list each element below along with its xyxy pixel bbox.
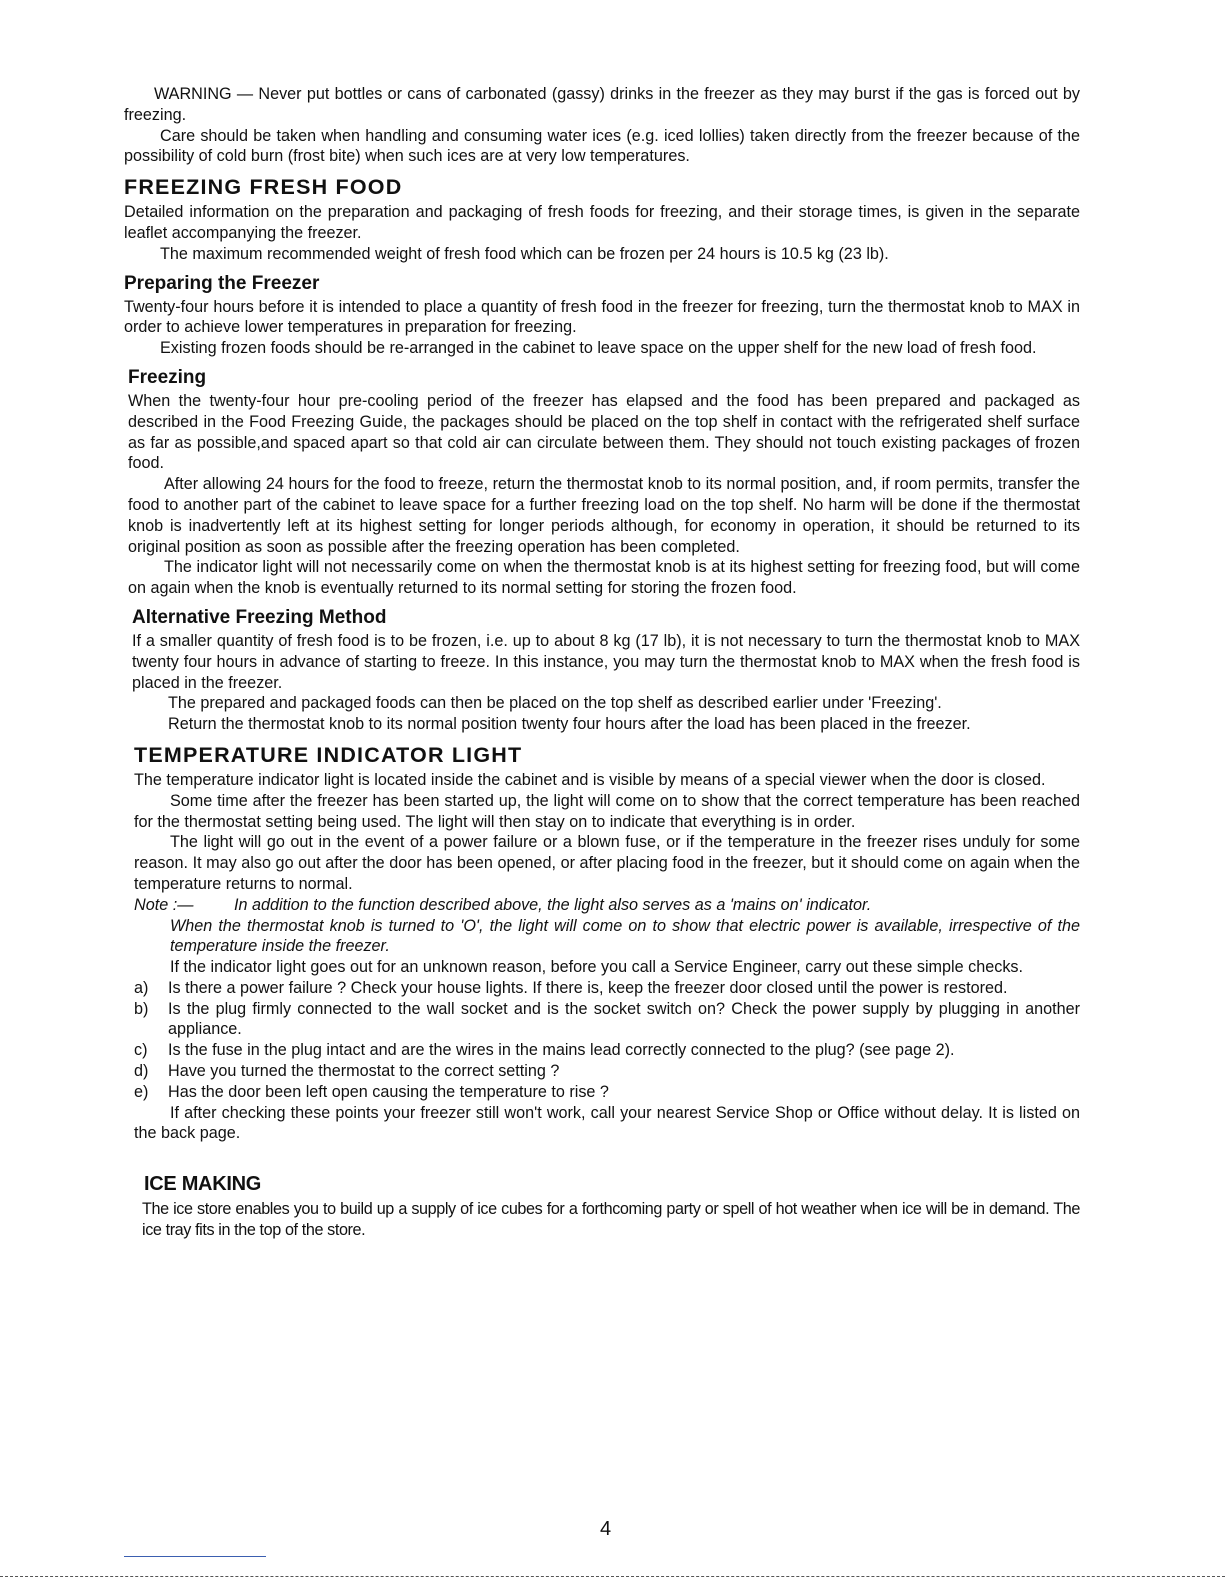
list-item — [134, 978, 1080, 999]
list-item — [134, 1082, 1080, 1103]
freezing-paragraph-3: The indicator light will not necessarily come on when the thermostat knob is at its highest setting for freezing food, but will come on again when the knob is eventually returned to its normal setting for storing the frozen food. — [128, 558, 1080, 598]
intro-section — [124, 84, 1080, 167]
freezing-section — [128, 367, 1080, 599]
check-label-b: b) — [134, 999, 149, 1018]
freezing-paragraph-1: When the twenty-four hour pre-cooling period of the freezer has elapsed and the food has been prepared and packaged as described in the Food Freezing Guide, the packages should be placed on the top shelf in contact with the refrigerated shelf surface as far as possible,and spaced apart so that cold air can circulate between them. They should not touch existing packages of frozen food. — [128, 391, 1080, 473]
preparing-heading: Preparing the Freezer — [124, 272, 320, 294]
indicator-paragraph-4: If the indicator light goes out for an unknown reason, before you call a Service Engineer, carry out these simple checks. — [170, 958, 1024, 977]
check-text-d: Have you turned the thermostat to the correct setting ? — [168, 1062, 560, 1081]
manual-page — [124, 84, 1080, 1241]
indicator-paragraph-2: Some time after the freezer has been started up, the light will come on to show that the correct temperature has been reached for the thermostat setting being used. The light will then stay on to indicate that everything is in order. — [134, 791, 1080, 831]
indicator-section — [134, 743, 1080, 1144]
indicator-heading: TEMPERATURE INDICATOR LIGHT — [134, 742, 523, 767]
freezing-fresh-food-heading: FREEZING FRESH FOOD — [124, 175, 403, 200]
check-text-b: Is the plug firmly connected to the wall socket and is the socket switch on? Check the power supply by plugging in another appliance. — [168, 999, 1080, 1039]
page-number: 4 — [600, 1518, 612, 1540]
list-item — [134, 1061, 1080, 1082]
indicator-paragraph-3: The light will go out in the event of a power failure or a blown fuse, or if the temperature in the freezer rises unduly for some reason. It may also go out after the door has been opened, or after placing food in the freezer, but it should come on again when the temperature returns to normal. — [134, 833, 1080, 893]
note-label: Note :— — [134, 895, 194, 914]
indicator-paragraph-1: The temperature indicator light is located inside the cabinet and is visible by means of a special viewer when the door is closed. — [134, 770, 1046, 789]
link-underline — [124, 1556, 266, 1557]
note-text-1: In addition to the function described above, the light also serves as a 'mains on' indicator. — [234, 895, 872, 914]
warning-paragraph: WARNING — Never put bottles or cans of carbonated (gassy) drinks in the freezer as they may burst if the gas is forced out by freezing. — [124, 85, 1080, 124]
list-item — [134, 1040, 1080, 1061]
alternative-section — [132, 607, 1080, 735]
freezing-fresh-food-paragraph-2: The maximum recommended weight of fresh food which can be frozen per 24 hours is 10.5 kg (23 lb). — [160, 244, 889, 263]
alternative-paragraph-3: Return the thermostat knob to its normal position twenty four hours after the load has been placed in the freezer. — [168, 715, 971, 734]
check-text-e: Has the door been left open causing the temperature to rise ? — [168, 1082, 609, 1101]
freezing-heading: Freezing — [128, 366, 207, 388]
check-text-a: Is there a power failure ? Check your house lights. If there is, keep the freezer door closed until the power is restored. — [168, 978, 1008, 997]
preparing-paragraph-1: Twenty-four hours before it is intended to place a quantity of fresh food in the freezer for freezing, turn the thermostat knob to MAX in order to achieve lower temperatures in preparation for freezing. — [124, 297, 1080, 337]
checks-list — [134, 978, 1080, 1103]
check-label-c: c) — [134, 1041, 148, 1060]
check-text-c: Is the fuse in the plug intact and are the wires in the mains lead correctly connected to the plug? (see page 2). — [168, 1041, 955, 1060]
indicator-paragraph-5: If after checking these points your freezer still won't work, call your nearest Service Shop or Office without delay. It is listed on the back page. — [134, 1103, 1080, 1143]
alternative-paragraph-2: The prepared and packaged foods can then be placed on the top shelf as described earlier under 'Freezing'. — [168, 694, 942, 713]
page-bottom-rule — [0, 1576, 1225, 1577]
freezing-paragraph-2: After allowing 24 hours for the food to freeze, return the thermostat knob to its normal position, and, if room permits, transfer the food to another part of the cabinet to leave space for a further freezing load on the top shelf. No harm will be done if the thermostat knob is inadvertently left at its highest setting for longer periods although, for economy in operation, it should be returned to its original position as soon as possible after the freezing operation has been completed. — [128, 475, 1080, 556]
freezing-fresh-food-section — [124, 175, 1080, 264]
ice-making-section — [124, 1172, 1080, 1241]
alternative-heading: Alternative Freezing Method — [132, 606, 387, 628]
ice-making-heading: ICE MAKING — [144, 1173, 262, 1196]
note-text-2: When the thermostat knob is turned to 'O', the light will come on to show that electric power is available, irrespective of the temperature inside the freezer. — [170, 916, 1080, 956]
ice-making-paragraph: The ice store enables you to build up a supply of ice cubes for a forthcoming party or spell of hot weather when ice will be in demand. The ice tray fits in the top of the store. — [142, 1200, 1080, 1240]
preparing-paragraph-2: Existing frozen foods should be re-arranged in the cabinet to leave space on the upper shelf for the new load of fresh food. — [160, 339, 1037, 358]
check-label-e: e) — [134, 1082, 149, 1101]
check-label-d: d) — [134, 1062, 149, 1081]
freezing-fresh-food-paragraph-1: Detailed information on the preparation and packaging of fresh foods for freezing, and their storage times, is given in the separate leaflet accompanying the freezer. — [124, 203, 1080, 242]
care-paragraph: Care should be taken when handling and consuming water ices (e.g. iced lollies) taken directly from the freezer because of the possibility of cold burn (frost bite) when such ices are at very low temperatures. — [124, 126, 1080, 166]
alternative-paragraph-1: If a smaller quantity of fresh food is to be frozen, i.e. up to about 8 kg (17 lb), it is not necessary to turn the thermostat knob to MAX twenty four hours in advance of starting to freeze. In this instance, you may turn the thermostat knob to MAX when the fresh food is placed in the freezer. — [132, 631, 1080, 692]
check-label-a: a) — [134, 978, 149, 997]
note-block — [134, 895, 1080, 957]
preparing-section — [124, 273, 1080, 359]
list-item — [134, 999, 1080, 1041]
